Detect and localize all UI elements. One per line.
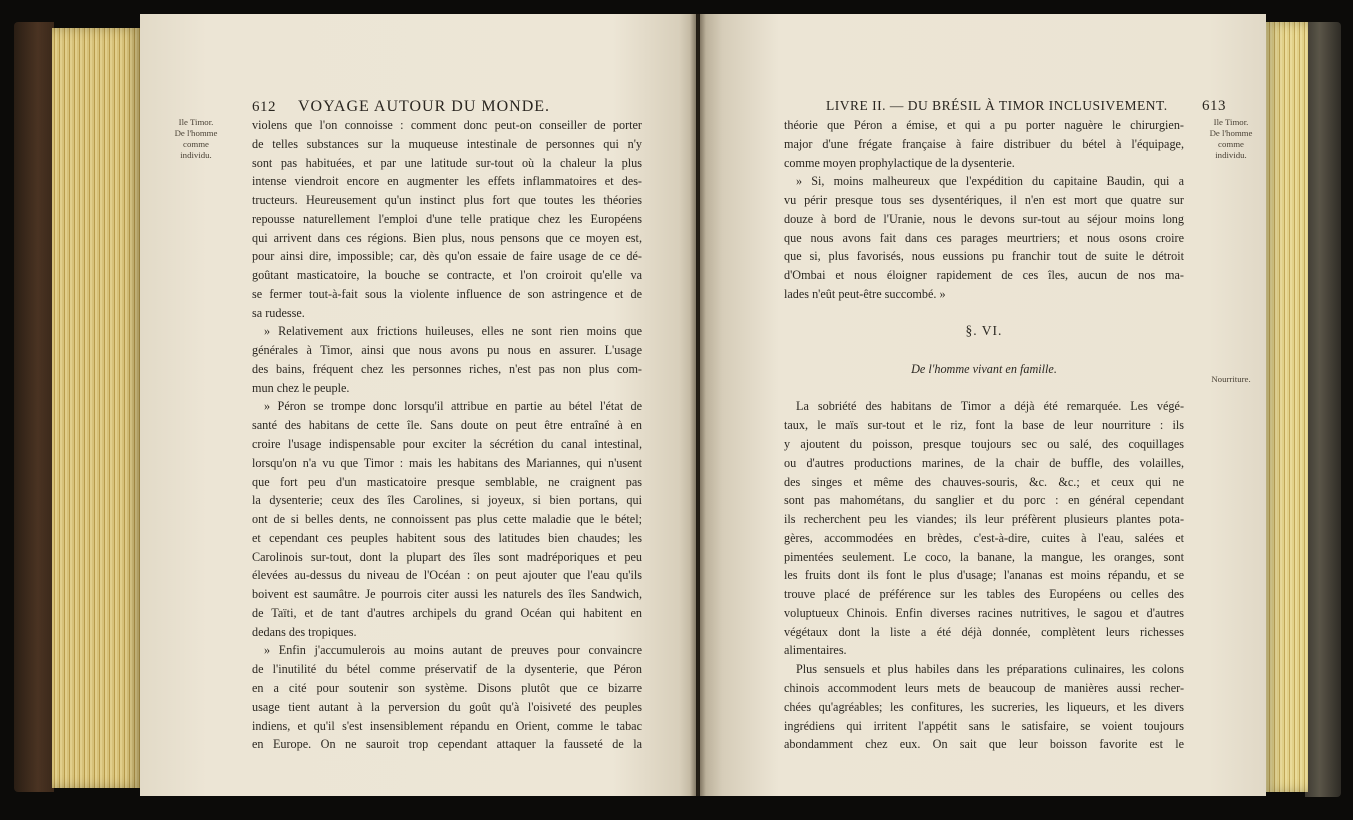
text-line: » Si, moins malheureux que l'expédition du capitaine Baudin, qui a <box>796 174 1184 189</box>
right-page <box>700 14 1266 796</box>
text-line: violens que l'on connoisse : comment donc peut-on conseiller de porter <box>252 118 642 132</box>
text-line: abondamment chez eux. On sait que leur boisson favorite est le <box>784 737 1184 752</box>
left-running-title: VOYAGE AUTOUR DU MONDE. <box>298 98 551 115</box>
text-line: goûtant masticatoire, la bouche se contracte, et l'on croiroit qu'elle va <box>252 268 642 283</box>
margin-note-line: De l'homme <box>174 128 218 138</box>
text-line: élevées au-dessus du niveau de l'Océan : on peut ajouter que l'eau qu'ils <box>252 568 642 583</box>
text-line: ou d'autres productions marines, de la chair de buffle, des volailles, <box>784 455 1184 470</box>
text-line: ont de si belles dents, ne connoissent pas plus cette maladie que le bétel; <box>252 512 642 527</box>
right-running-title: LIVRE II. — DU BRÉSIL À TIMOR INCLUSIVEMENT. <box>826 98 1168 113</box>
text-line: des singes et même des chauves-souris, &c. &c.; et ceux qui ne <box>784 474 1184 489</box>
text-line: se fermer tout-à-fait sous la violente influence de son astringence et de <box>252 286 642 301</box>
text-line: gères, accommodées en brèdes, c'est-à-dire, cuites à l'eau, salées et <box>784 530 1184 545</box>
text-line: indiens, et qu'il s'est insensiblement répandu en Orient, comme le tabac <box>252 718 642 733</box>
left-page-number: 612 <box>252 99 276 115</box>
book-cover-left <box>14 22 54 792</box>
right-body-text <box>784 116 1184 754</box>
text-line: mun chez le peuple. <box>252 380 350 395</box>
text-line: d'Ombai et nous éloigner rapidement de ces îles, aucun de nos ma- <box>784 268 1184 283</box>
text-line: » Péron se trompe donc lorsqu'il attribue en partie au bétel l'état de <box>264 399 642 414</box>
text-line: Carolinois sur-tout, dont la plupart des îles sont madréporiques et peu <box>252 549 642 564</box>
text-line: sont pas habituées, et par une latitude sur-tout où la chaleur la plus <box>252 155 642 170</box>
text-line: repousse naturellement l'emploi d'une telle pratique chez les Européens <box>252 211 642 226</box>
text-line: ils recherchent peu les viandes; ils leur préfèrent plusieurs plantes pota- <box>784 512 1184 527</box>
text-line: chées qu'agréables; les confitures, les sucreries, les liqueurs, et les divers <box>784 699 1184 714</box>
text-line: Plus sensuels et plus habiles dans les préparations culinaires, les colons <box>796 662 1184 677</box>
text-line: intense viendroit encore en augmenter les effets inflammatoires et des- <box>252 174 642 189</box>
text-line: » Relativement aux frictions huileuses, elles ne sont rien moins que <box>264 324 642 339</box>
text-line: que nous avons fait dans ces parages meurtriers; et nous osons croire <box>784 230 1184 245</box>
page-edges-right <box>1262 22 1308 792</box>
text-line: douze à bord de l'Uranie, nous le devons sur-tout au séjour moins long <box>784 211 1184 226</box>
text-line: et cependant ces peuples habitent sous des latitudes bien chaudes; les <box>252 530 642 545</box>
text-line: y ajoutent du poisson, presque toujours sec ou salé, des coquillages <box>784 437 1184 452</box>
text-line: qui arrivent dans ces régions. Bien plus, nous pensons que ce moyen est, <box>252 230 642 245</box>
text-line: santé des habitans de cette île. Sans doute on peut être entraîné à en <box>252 418 642 433</box>
page-edges-left <box>52 28 144 788</box>
margin-note-line: comme <box>183 139 209 149</box>
text-line: taux, le maïs sur-tout et le riz, font la base de leur nourriture : ils <box>784 418 1184 433</box>
section-subtitle: De l'homme vivant en famille. <box>911 361 1057 376</box>
right-running-head <box>826 98 1226 115</box>
margin-note-line: individu. <box>180 150 212 160</box>
text-line: en a cité pour soutenir son système. Disons plutôt que ce bizarre <box>252 680 642 695</box>
text-line <box>784 341 1184 360</box>
text-line: lades n'eût peut-être succombé. » <box>784 286 946 301</box>
text-line: végétaux dont la liste a été déjà donnée, complètent leurs richesses <box>784 624 1184 639</box>
text-line: la dysenterie; ceux des îles Carolines, si joyeux, si bien portans, qui <box>252 493 642 508</box>
text-line <box>784 379 1184 398</box>
text-line: ingrédiens qui irritent l'appétit sans le satisfaire, se voient toujours <box>784 718 1184 733</box>
text-line: croire l'usage indispensable pour exciter la sécrétion du canal intestinal, <box>252 437 642 452</box>
text-line: pimentées seulement. Le coco, la banane, la mangue, les oranges, sont <box>784 549 1184 564</box>
text-line: tructeurs. Heureusement qu'un instinct plus fort que toutes les théories <box>252 193 642 208</box>
text-line: usage tient autant à la perversion du goût qu'à l'oisiveté des peuples <box>252 699 642 714</box>
text-line: sa rudesse. <box>252 305 305 320</box>
margin-note-line: Ile Timor. <box>1213 117 1249 127</box>
text-line: que fort peu d'un masticatoire presque semblable, ne craignent pas <box>252 474 642 489</box>
text-line: La sobriété des habitans de Timor a déjà été remarquée. Les végé- <box>796 399 1184 414</box>
margin-note-line: comme <box>1218 139 1244 149</box>
text-line: théorie que Péron a émise, et qui a pu porter naguère le chirurgien- <box>784 118 1184 132</box>
text-line <box>784 304 1184 323</box>
margin-note-line: individu. <box>1215 150 1247 160</box>
text-line: comme moyen prophylactique de la dysenterie. <box>784 155 1015 170</box>
text-line: en Europe. On ne sauroit trop cependant attaquer la fausseté de la <box>252 737 642 752</box>
margin-note-line: Ile Timor. <box>178 117 214 127</box>
text-line: trouve placé de préférence sur les tables des Européens ou celles des <box>784 587 1184 602</box>
text-line: pour ainsi dire, impossible; car, dès qu'on essaie de faire usage de ce dé- <box>252 249 642 264</box>
text-line: les fruits dont ils font le plus d'usage; l'ananas est moins répandu, et se <box>784 568 1184 583</box>
text-line: de telles substances sur la muqueuse intestinale de personnes qui n'y <box>252 136 642 151</box>
right-margin-note <box>1196 117 1266 161</box>
text-line: boivent est saumâtre. Je pourrois citer aussi les naturels des îles Sandwich, <box>252 587 642 602</box>
text-line: générales à Timor, ainsi que nous avons pu nous en assurer. L'usage <box>252 343 642 358</box>
text-line: de Taïti, et de tant d'autres archipels du grand Océan qui habitent en <box>252 605 642 620</box>
text-line: alimentaires. <box>784 643 847 658</box>
text-line: de l'inutilité du bétel comme préservatif de la dysenterie, que Péron <box>252 662 642 677</box>
text-line: dedans des tropiques. <box>252 624 357 639</box>
text-line: sont pas mahométans, du sanglier et du porc : en général cependant <box>784 493 1184 508</box>
text-line: major d'une frégate française à faire distribuer du bétel à l'équipage, <box>784 136 1184 151</box>
right-page-number: 613 <box>1202 98 1226 114</box>
text-line: que si, plus favorisés, nous eussions pu franchir tout de suite le détroit <box>784 249 1184 264</box>
text-line: chinois accommodent leurs mets de beaucoup de manières aussi recher- <box>784 680 1184 695</box>
text-line: des bains, fréquent chez les personnes riches, n'est pas non plus com- <box>252 361 642 376</box>
book-cover-right <box>1305 22 1341 797</box>
left-body-text <box>252 116 642 754</box>
margin-note-line: De l'homme <box>1209 128 1253 138</box>
book-gutter <box>690 14 706 796</box>
text-line: » Enfin j'accumulerois au moins autant de preuves pour convaincre <box>264 643 642 658</box>
text-line: vu périr presque tous ses dysentériques, il n'en est mort que quatre sur <box>784 193 1184 208</box>
left-margin-note <box>148 117 244 161</box>
text-line: lorsqu'on n'a vu que Timor : mais les habitans des Mariannes, qui n'usent <box>252 455 642 470</box>
right-margin-note-nourriture: Nourriture. <box>1211 374 1251 384</box>
left-page <box>140 14 696 796</box>
text-line: voluptueux Chinois. Enfin diverses racines nutritives, le sagou et d'autres <box>784 605 1184 620</box>
section-heading: §. VI. <box>965 323 1003 339</box>
left-running-head <box>252 98 642 116</box>
